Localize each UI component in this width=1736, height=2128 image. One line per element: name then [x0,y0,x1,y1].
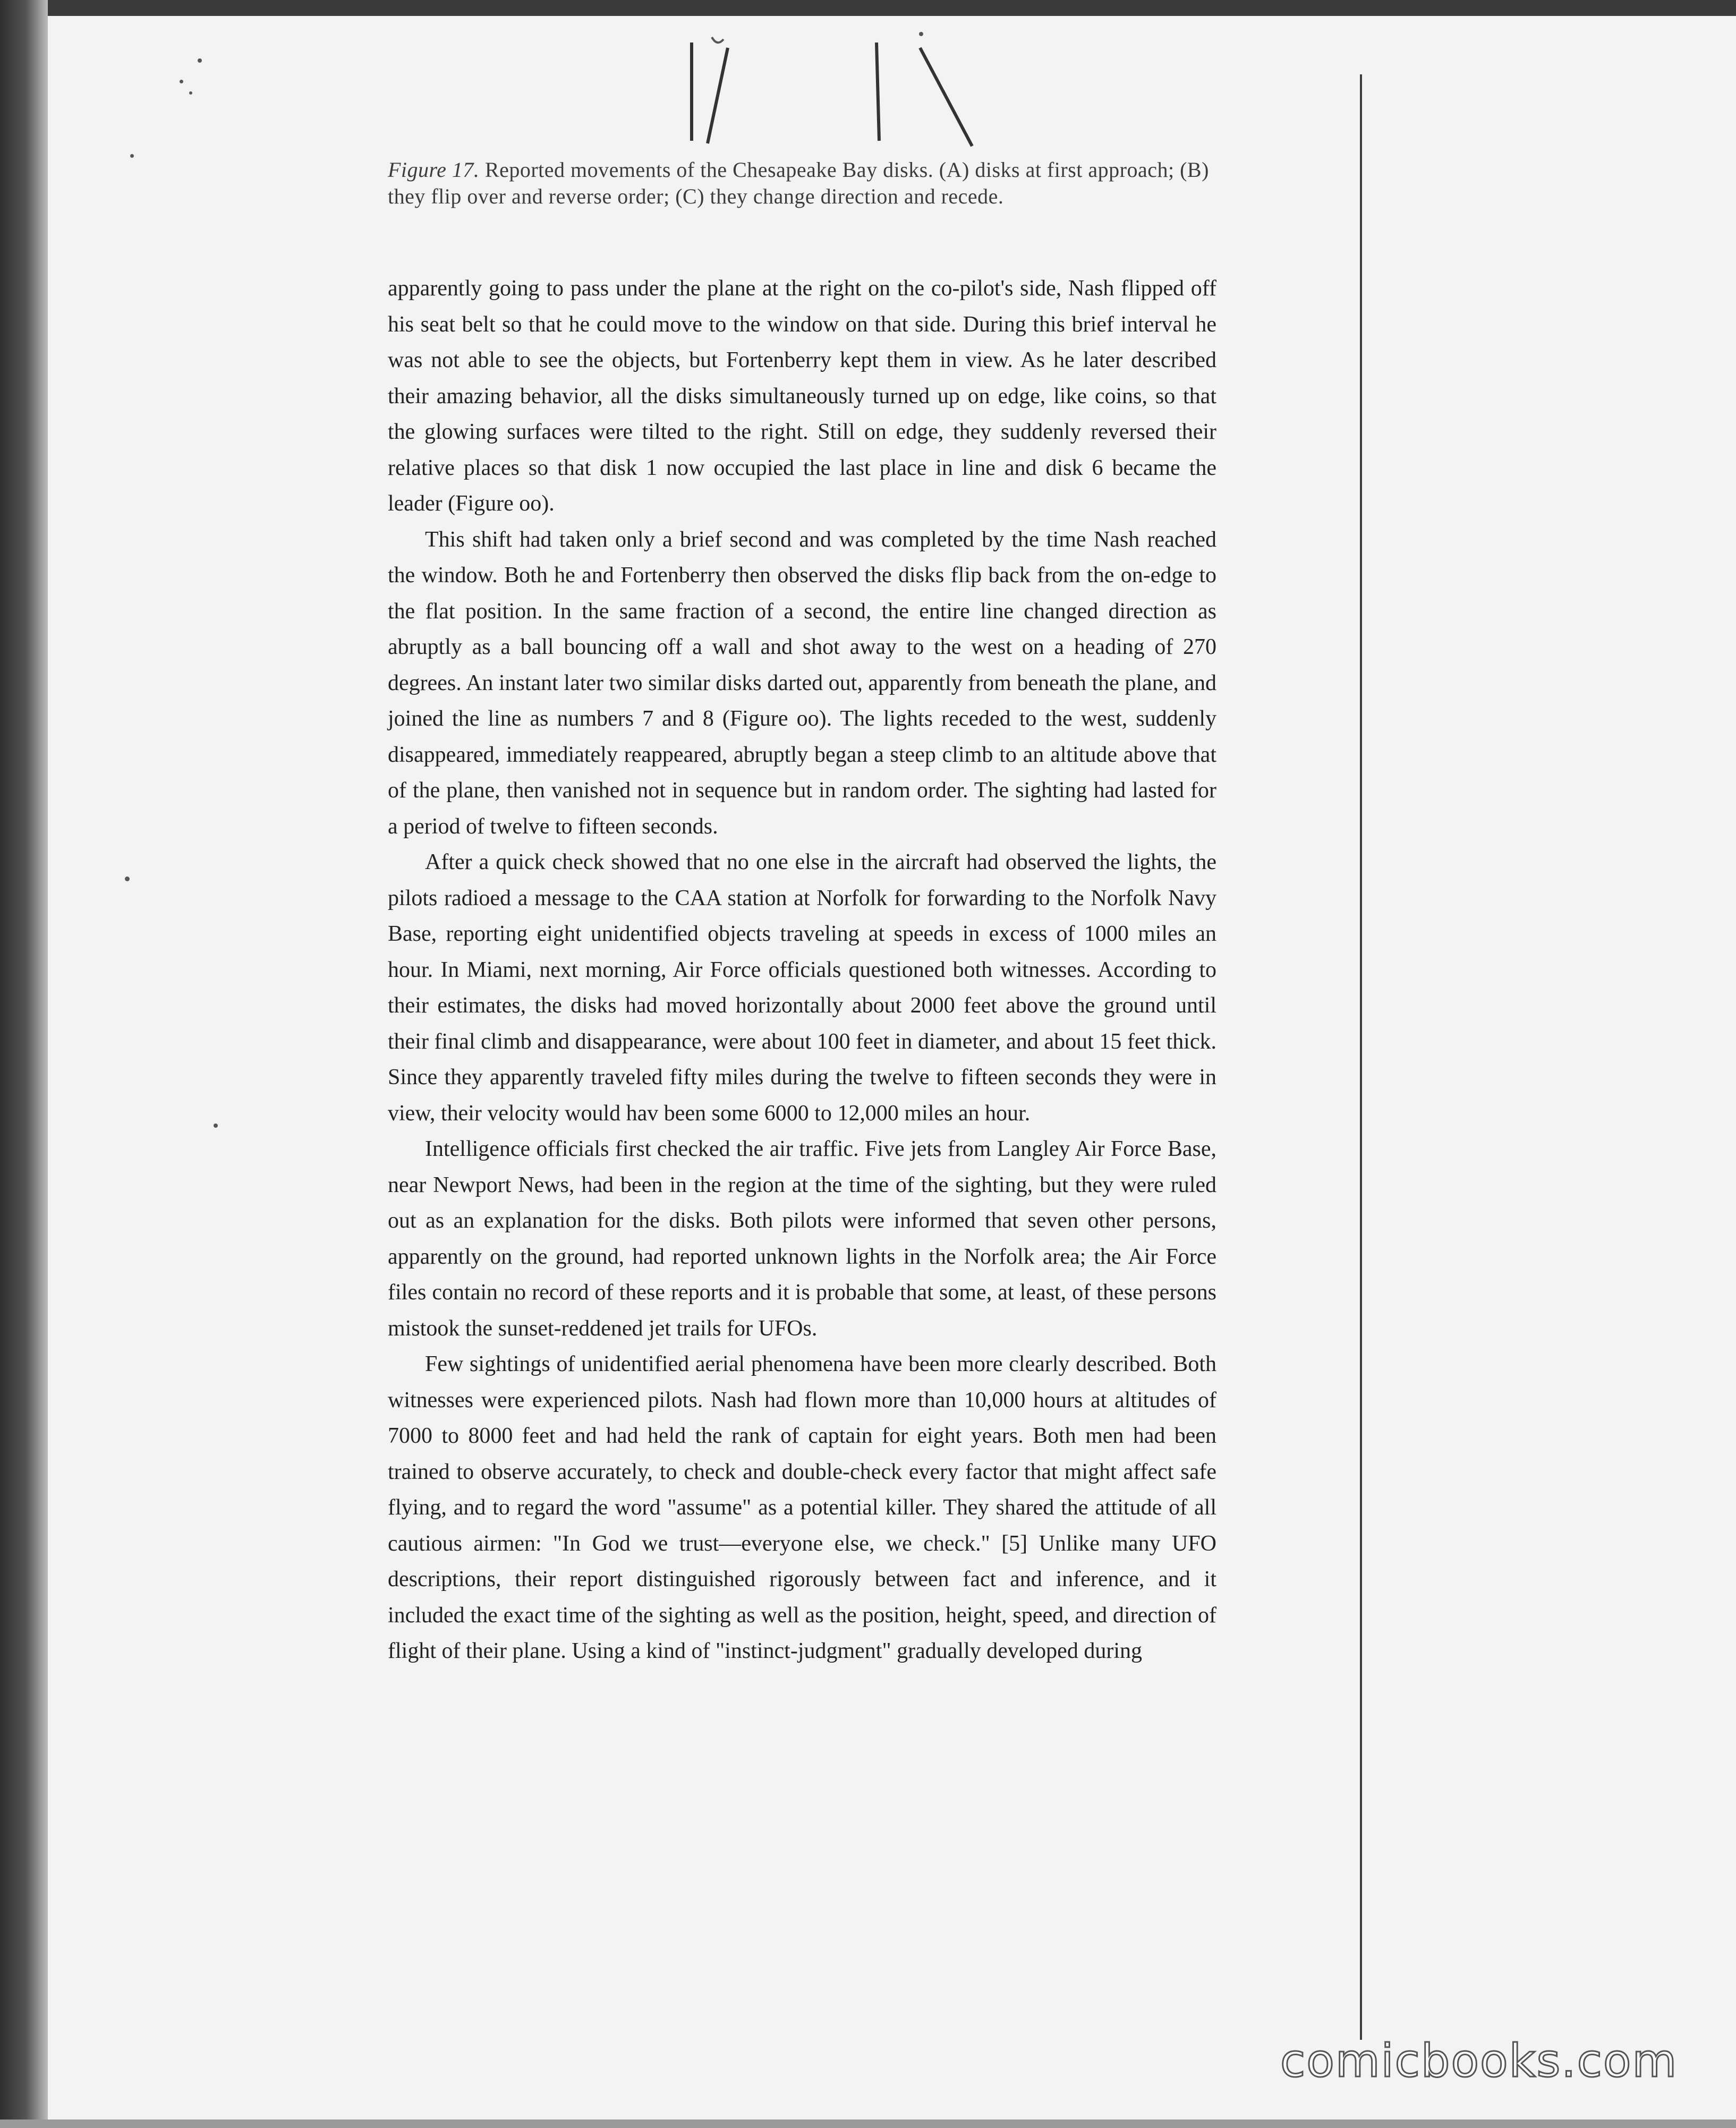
figure-caption-text: Reported movements of the Chesapeake Bay disks. (A) disks at first approach; (B) they flip over and reverse order; (C) they change direction and recede. [388,158,1209,208]
watermark: comicbooks.com [1280,2035,1678,2088]
right-column-rule [1360,74,1362,2040]
speck-mark [125,876,130,881]
diagram-stroke [876,42,879,141]
diagram-stroke [920,48,972,146]
diagram-stroke [708,48,728,143]
speck-mark [214,1123,218,1128]
paragraph: After a quick check showed that no one else in the aircraft had observed the lights, the pilots radioed a message to the CAA station at Norfolk for forwarding to the Norfolk Navy Base, reporting eight unidentified objects traveling at speeds in excess of 1000 miles an hour. In Miami, next morning, Air Force officials questioned both witnesses. According to their estimates, the disks had moved horizontally about 2000 feet above the ground until their final climb and disappearance, were about 100 feet in diameter, and about 15 feet thick. Since they apparently traveled fifty miles during the twelve to fifteen seconds they were in view, their velocity would hav been some 6000 to 12,000 miles an hour. [388,850,1216,1126]
body-text [388,271,1216,1670]
figure-label: Figure 17. [388,158,480,182]
speck-mark [130,154,134,158]
disk-movement-diagram [685,32,1025,149]
speck-mark [180,80,183,83]
figure-caption [388,157,1211,210]
top-border [0,0,1736,16]
left-page-edge [0,0,48,2120]
paragraph: apparently going to pass under the plane at the right on the co-pilot's side, Nash flipped off his seat belt so that he could move to the window on that side. During this brief interval he was not able to see the objects, but Fortenberry kept them in view. As he later described their amazing behavior, all the disks simultaneously turned up on edge, like coins, so that the glowing surfaces were tilted to the right. Still on edge, they suddenly reversed their relative places so that disk 1 now occupied the last place in line and disk 6 became the leader (Figure oo). [388,276,1216,516]
paragraph: Few sightings of unidentified aerial phenomena have been more clearly described. Both witnesses were experienced pilots. Nash had flown more than 10,000 hours at altitudes of 7000 to 8000 feet and had held the rank of captain for eight years. Both men had been trained to observe accurately, to check and double-check every factor that might affect safe flying, and to regard the word "assume" as a potential killer. They shared the attitude of all cautious airmen: "In God we trust—everyone else, we check." [5] Unlike many UFO descriptions, their report distinguished rigorously between fact and inference, and it included the exact time of the sighting as well as the position, height, speed, and direction of flight of their plane. Using a kind of "instinct-judgment" gradually developed during [388,1352,1216,1663]
diagram-stroke [712,37,724,42]
paragraph: This shift had taken only a brief second and was completed by the time Nash reached the window. Both he and Fortenberry then observed the disks flip back from the on-edge to the flat position. In the same fraction of a second, the entire line changed direction as abruptly as a ball bouncing off a wall and shot away to the west on a heading of 270 degrees. An instant later two similar disks darted out, apparently from beneath the plane, and joined the line as numbers 7 and 8 (Figure oo). The lights receded to the west, suddenly disappeared, immediately reappeared, abruptly began a steep climb to an altitude above that of the plane, then vanished not in sequence but in random order. The sighting had lasted for a period of twelve to fifteen seconds. [388,527,1216,839]
paragraph: Intelligence officials first checked the air traffic. Five jets from Langley Air Force Base, near Newport News, had been in the region at the time of the sighting, but they were ruled out as an explanation for the disks. Both pilots were informed that seven other persons, apparently on the ground, had reported unknown lights in the Norfolk area; the Air Force files contain no record of these reports and it is probable that some, at least, of these persons mistook the sunset-reddened jet trails for UFOs. [388,1137,1216,1341]
speck-mark [198,58,202,63]
speck-mark [189,91,192,95]
bottom-border [0,2120,1736,2128]
